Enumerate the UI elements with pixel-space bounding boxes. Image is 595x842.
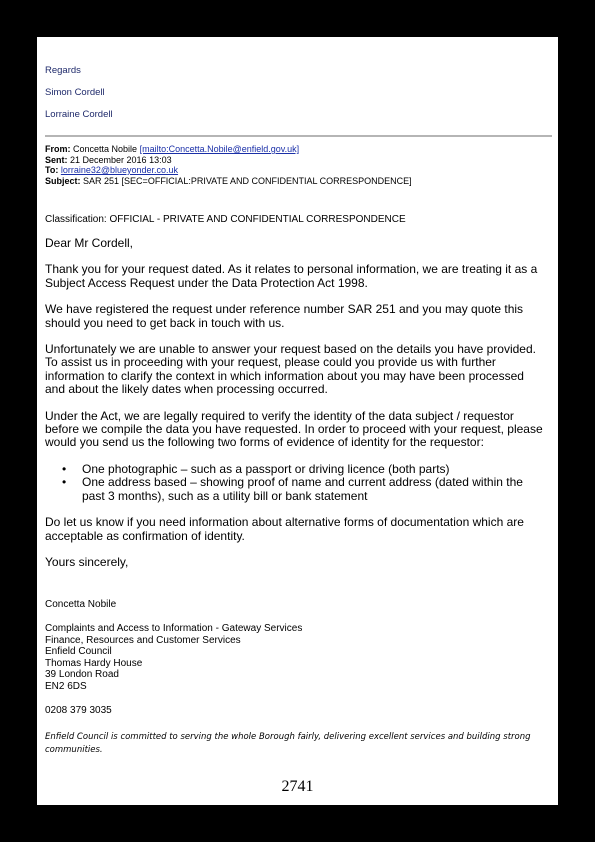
salutation: Dear Mr Cordell, <box>45 236 134 250</box>
signature-building: Thomas Hardy House <box>45 657 143 669</box>
signature-division: Finance, Resources and Customer Services <box>45 634 241 646</box>
sent-row <box>45 155 412 166</box>
page-number: 2741 <box>281 778 314 795</box>
council-statement: Enfield Council is committed to serving the whole Borough fairly, delivering excellent services and building strong communities. <box>45 732 531 755</box>
sender-name-simon: Simon Cordell <box>45 87 105 98</box>
closing: Yours sincerely, <box>45 554 129 569</box>
paragraph-4: Under the Act, we are legally required to verify the identity of the data subject / requestor before we compile the data you have requested. In order to proceed with your request, please would you send us the following two forms of evidence of identity for the requestor: <box>45 408 543 450</box>
list-item: • One address based – showing proof of name and current address (dated within the past 3 months), such as a utility bill or bank statement <box>45 476 545 503</box>
signature-block <box>45 623 302 693</box>
paragraph-1: Thank you for your request dated. As it relates to personal information, we are treating it as a Subject Access Request under the Data Protection Act 1998. <box>45 262 538 290</box>
sent-value: 21 December 2016 13:03 <box>70 154 172 165</box>
subject-value: SAR 251 [SEC=OFFICIAL:PRIVATE AND CONFIDENTIAL CORRESPONDENCE] <box>83 175 412 186</box>
header-divider <box>45 135 552 137</box>
document-page <box>37 37 558 805</box>
paragraph-5: Do let us know if you need information about alternative forms of documentation which are acceptable as confirmation of identity. <box>45 515 524 543</box>
list-item: • One photographic – such as a passport or driving licence (both parts) <box>45 463 545 476</box>
signature-street: 39 London Road <box>45 669 119 681</box>
to-row <box>45 165 412 176</box>
email-body <box>45 237 545 569</box>
subject-label: Subject: <box>45 175 81 186</box>
to-email-link[interactable]: lorraine32@blueyonder.co.uk <box>60 165 179 175</box>
regards-line: Regards <box>45 65 81 76</box>
paragraph-2: We have registered the request under reference number SAR 251 and you may quote this should you need to get back in touch with us. <box>45 302 524 330</box>
identity-evidence-list <box>45 463 545 503</box>
paragraph-3: Unfortunately we are unable to answer your request based on the details you have provided. To assist us in proceeding with your request, please could you provide us with further information to clarify the context in which information about you may have been processed and about the likely dates when processing occurred. <box>45 342 536 397</box>
signature-name: Concetta Nobile <box>45 599 117 610</box>
sender-name-lorraine: Lorraine Cordell <box>45 109 113 120</box>
signature-dept: Complaints and Access to Information - Gateway Services <box>45 623 303 634</box>
from-value: Concetta Nobile <box>73 144 138 154</box>
signature-postcode: EN2 6DS <box>45 680 87 692</box>
from-row <box>45 144 412 155</box>
from-label: From: <box>45 144 71 154</box>
email-header <box>45 144 412 186</box>
from-mailto-link[interactable]: [mailto:Concetta.Nobile@enfield.gov.uk] <box>139 144 300 154</box>
subject-row <box>45 176 412 187</box>
sent-label: Sent: <box>45 154 68 165</box>
to-label: To: <box>45 165 59 175</box>
classification-line: Classification: OFFICIAL - PRIVATE AND CONFIDENTIAL CORRESPONDENCE <box>45 214 406 225</box>
signature-council: Enfield Council <box>45 646 112 658</box>
signature-phone: 0208 379 3035 <box>45 705 112 716</box>
